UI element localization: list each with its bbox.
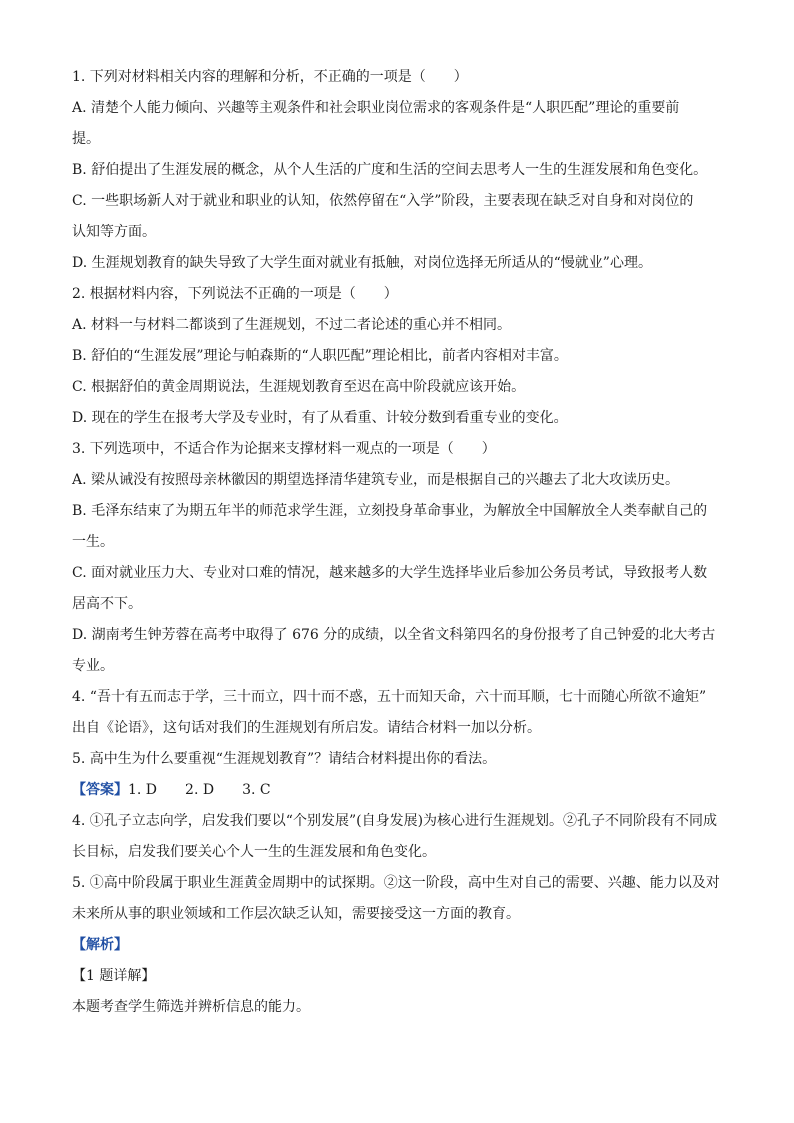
q1-option-c-line1: C. 一些职场新人对于就业和职业的认知，依然停留在“入学”阶段，主要表现在缺乏对自身和对岗位的 [72, 193, 694, 209]
q4-stem-line1: 4. “吾十有五而志于学，三十而立，四十而不惑，五十而知天命，六十而耳顺，七十而随心所欲不逾矩” [72, 689, 707, 705]
answer-4-line2: 长目标，启发我们要关心个人一生的生涯发展和角色变化。 [72, 844, 436, 860]
answer-5-line1: 5. ①高中阶段属于职业生涯黄金周期中的试探期。②这一阶段，高中生对自己的需要、兴趣、能力以及对 [72, 875, 720, 891]
q1-option-d: D. 生涯规划教育的缺失导致了大学生面对就业有抵触，对岗位选择无所适从的“慢就业”心理。 [72, 255, 652, 271]
q5-stem: 5. 高中生为什么要重视“生涯规划教育”？请结合材料提出你的看法。 [72, 751, 497, 767]
q2-option-c: C. 根据舒伯的黄金周期说法，生涯规划教育至迟在高中阶段就应该开始。 [72, 379, 526, 395]
answer-values: 1. D 2. D 3. C [128, 782, 271, 798]
q3-option-b-line1: B. 毛泽东结束了为期五年半的师范求学生涯，立刻投身革命事业，为解放全中国解放全人类奉献自己的 [72, 503, 708, 519]
answer-4-line1: 4. ①孔子立志向学，启发我们要以“个别发展”(自身发展)为核心进行生涯规划。②孔子不同阶段有不同成 [72, 813, 718, 829]
answer-row [72, 775, 722, 806]
analysis-label: 【解析】 [72, 937, 128, 953]
q1-option-c-line2: 认知等方面。 [72, 224, 156, 240]
q3-option-a: A. 梁从诫没有按照母亲林徽因的期望选择清华建筑专业，而是根据自己的兴趣去了北大攻读历史。 [72, 472, 680, 488]
analysis-detail-1-heading: 【1 题详解】 [72, 968, 156, 984]
q3-option-b-line2: 一生。 [72, 534, 114, 550]
q1-option-b: B. 舒伯提出了生涯发展的概念，从个人生活的广度和生活的空间去思考人一生的生涯发展和角色变化。 [72, 162, 708, 178]
q1-option-a-line1: A. 清楚个人能力倾向、兴趣等主观条件和社会职业岗位需求的客观条件是“人职匹配”理论的重要前 [72, 100, 680, 116]
q2-option-d: D. 现在的学生在报考大学及专业时，有了从看重、计较分数到看重专业的变化。 [72, 410, 568, 426]
q3-option-c-line2: 居高不下。 [72, 596, 142, 612]
q3-stem: 3. 下列选项中，不适合作为论据来支撑材料一观点的一项是（ ） [72, 441, 496, 457]
q4-stem-line2: 出自《论语》，这句话对我们的生涯规划有所启发。请结合材料一加以分析。 [72, 720, 541, 736]
q1-stem: 1. 下列对材料相关内容的理解和分析，不正确的一项是（ ） [72, 69, 468, 85]
document-body [72, 62, 722, 1023]
q3-option-d-line1: D. 湖南考生钟芳蓉在高考中取得了 676 分的成绩，以全省文科第四名的身份报考了自己钟爱的北大考古 [72, 627, 716, 643]
q2-stem: 2. 根据材料内容，下列说法不正确的一项是（ ） [72, 286, 398, 302]
q3-option-d-line2: 专业。 [72, 658, 114, 674]
q2-option-a: A. 材料一与材料二都谈到了生涯规划，不过二者论述的重心并不相同。 [72, 317, 512, 333]
answer-label: 【答案】 [72, 782, 128, 798]
q1-option-a-line2: 提。 [72, 131, 100, 147]
analysis-heading [72, 930, 722, 961]
q3-option-c-line1: C. 面对就业压力大、专业对口难的情况，越来越多的大学生选择毕业后参加公务员考试，导致报考人数 [72, 565, 708, 581]
answer-5-line2: 未来所从事的职业领域和工作层次缺乏认知，需要接受这一方面的教育。 [72, 906, 520, 922]
q2-option-b: B. 舒伯的“生涯发展”理论与帕森斯的“人职匹配”理论相比，前者内容相对丰富。 [72, 348, 568, 364]
analysis-detail-1-text: 本题考查学生筛选并辨析信息的能力。 [72, 999, 310, 1015]
